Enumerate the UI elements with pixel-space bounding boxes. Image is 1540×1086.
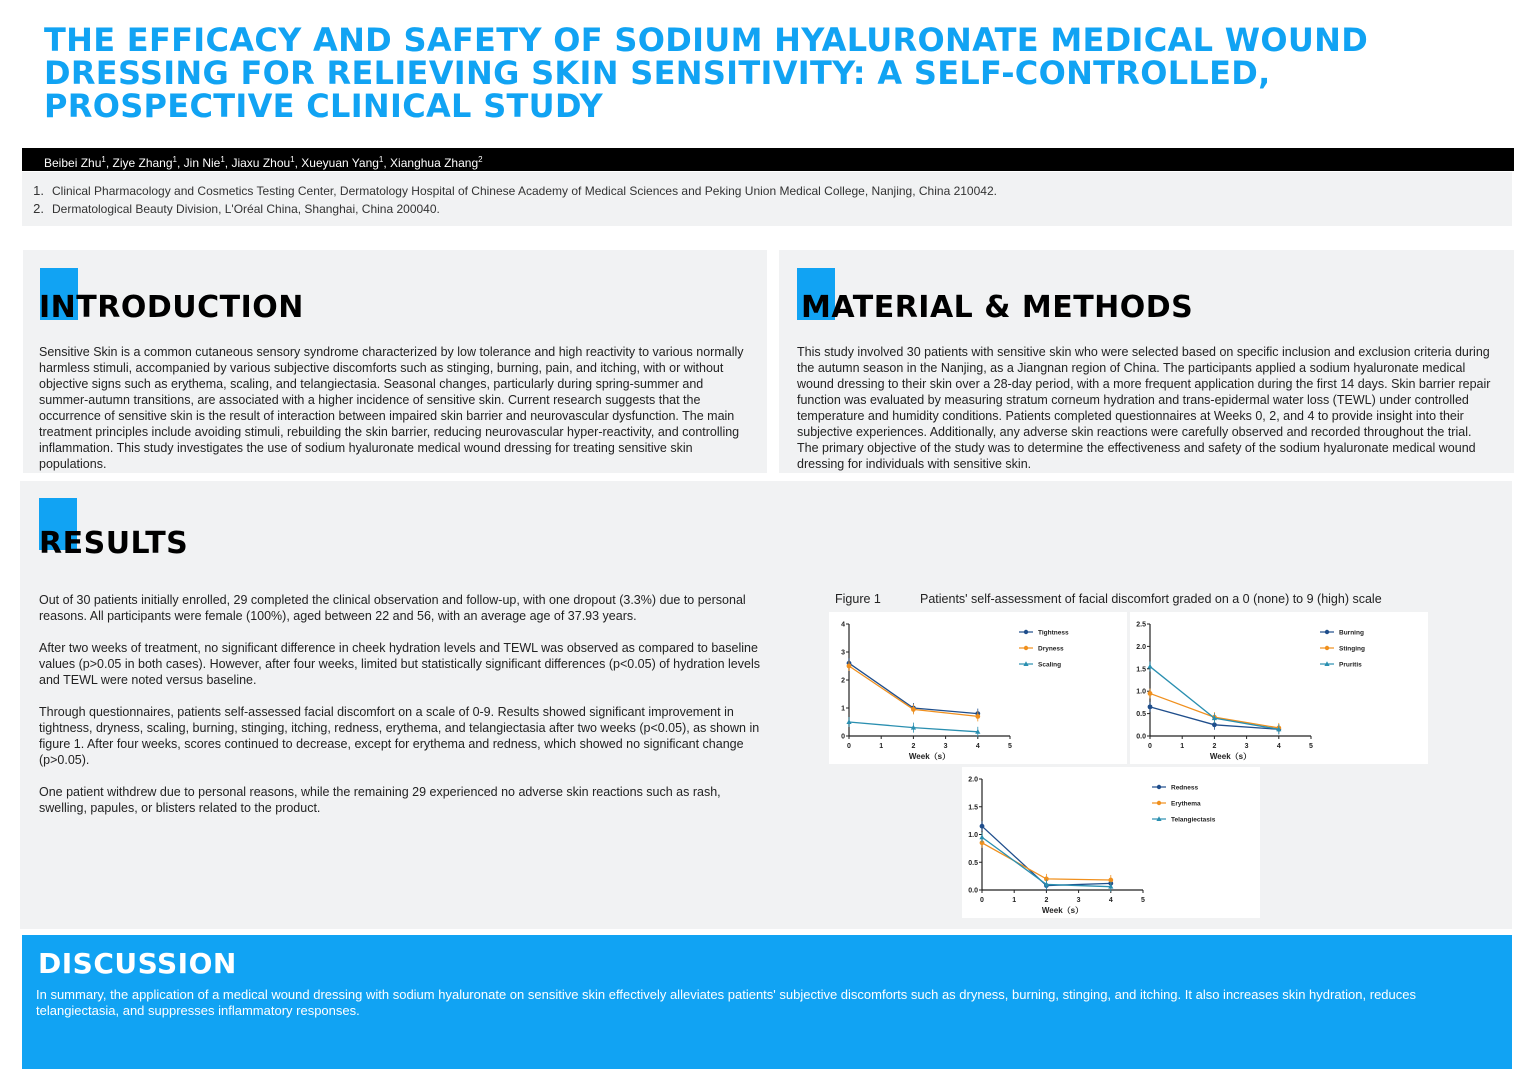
poster-title: THE EFFICACY AND SAFETY OF SODIUM HYALURONATE MEDICAL WOUND DRESSING FOR RELIEVING SKIN SENSITIVITY: A SELF-CONTROLLED, PROSPECTIVE CLINICAL STUDY xyxy=(44,21,1369,125)
methods-text: This study involved 30 patients with sensitive skin who were selected based on specific inclusion and exclusion criteria during the autumn season in the Nanjing, as a Jiangnan region of China. The participants applied a sodium hyaluronate medical wound dressing to their skin over a 28-day period, with a more frequent application during the first 14 days. Skin barrier repair function was evaluated by measuring stratum corneum hydration and trans-epidermal water loss (TEWL) under controlled temperature and humidity conditions. Patients completed questionnaires at Weeks 0, 2, and 4 to provide insight into their subjective experiences. Additionally, any adverse skin reactions were carefully observed and recorded throughout the trial. The primary objective of the study was to determine the effectiveness and safety of the sodium hyaluronate medical wound dressing for individuals with sensitive skin. xyxy=(797,345,1491,471)
data-point xyxy=(975,714,980,719)
y-tick-label: 0.0 xyxy=(1136,733,1146,741)
data-point xyxy=(1147,664,1152,669)
y-tick-label: 2.0 xyxy=(1136,643,1146,651)
legend-label: Scaling xyxy=(1038,661,1062,669)
y-tick-label: 1 xyxy=(841,705,845,713)
legend-label: Telangiectasis xyxy=(1171,816,1216,824)
data-point xyxy=(1148,691,1153,696)
author: Xianghua Zhang$^2$ xyxy=(390,155,483,170)
legend-marker xyxy=(1325,630,1329,634)
affiliation-item: 2. Dermatological Beauty Division, L'Oréal China, Shanghai, China 200040. xyxy=(33,201,440,216)
authors-bar: Beibei Zhu$^1$, Ziye Zhang$^1$, Jin Nie$^1$, Jiaxu Zhou$^1$, Xueyuan Yang$^1$, Xianghua Zhang$^2$ xyxy=(22,148,1514,171)
author: Jiaxu Zhou$^1$ xyxy=(231,155,295,170)
y-tick-label: 1.5 xyxy=(968,804,978,812)
x-tick-label: 0 xyxy=(980,897,984,904)
x-tick-label: 5 xyxy=(1141,897,1145,904)
data-point xyxy=(911,707,916,712)
legend-label: Pruritis xyxy=(1339,661,1362,669)
methods-heading: MATERIAL & METHODS xyxy=(801,290,1194,325)
chart-discomfort-2 xyxy=(1130,612,1428,764)
chart-discomfort-1 xyxy=(829,612,1127,764)
chart-discomfort-3 xyxy=(962,767,1260,918)
results-text xyxy=(39,592,764,832)
legend-marker xyxy=(1024,646,1028,650)
figure-caption xyxy=(835,592,1382,606)
x-axis-label: Week（s） xyxy=(1209,752,1252,761)
legend-label: Dryness xyxy=(1038,645,1064,653)
legend-marker xyxy=(1325,646,1329,650)
x-tick-label: 1 xyxy=(879,743,884,750)
x-tick-label: 0 xyxy=(1148,743,1152,750)
y-tick-label: 0 xyxy=(841,733,845,741)
x-tick-label: 2 xyxy=(911,743,916,750)
data-point xyxy=(1148,704,1153,709)
x-tick-label: 3 xyxy=(1076,897,1081,904)
y-tick-label: 3 xyxy=(841,649,845,657)
introduction-heading: INTRODUCTION xyxy=(39,290,304,325)
data-point xyxy=(1212,722,1217,727)
discussion-heading: DISCUSSION xyxy=(38,947,237,980)
discussion-text: In summary, the application of a medical wound dressing with sodium hyaluronate on sensitive skin effectively alleviates patients' subjective discomforts such as dryness, burning, stinging, and itching. It also increases skin hydration, reduces telangiectasia, and suppresses inflammatory responses. xyxy=(36,987,1416,1018)
x-tick-label: 5 xyxy=(1008,743,1012,750)
y-tick-label: 2.5 xyxy=(1136,621,1146,629)
y-tick-label: 0.5 xyxy=(1136,711,1146,719)
results-paragraph: Out of 30 patients initially enrolled, 29 completed the clinical observation and follow-up, with one dropout (3.3%) due to personal reasons. All participants were female (100%), aged between 22 and 56, with an average age of 37.93 years. xyxy=(39,593,746,623)
legend-label: Stinging xyxy=(1339,645,1365,653)
x-tick-label: 2 xyxy=(1044,897,1049,904)
x-axis-label: Week（s） xyxy=(1041,906,1084,915)
results-paragraph: Through questionnaires, patients self-assessed facial discomfort on a scale of 0-9. Results showed significant improvement in tightness, dryness, scaling, burning, stinging, itching, redness, erythema, and telangiectasia after two weeks (p<0.05), as shown in figure 1. After four weeks, scores continued to decrease, except for erythema and redness, which showed no significant change (p>0.05). xyxy=(39,705,760,767)
y-tick-label: 1.0 xyxy=(968,832,978,839)
data-point xyxy=(847,664,852,669)
introduction-text: Sensitive Skin is a common cutaneous sensory syndrome characterized by low tolerance and high reactivity to various normally harmless stimuli, accompanied by various subjective discomforts such as stinging, burning, pain, and itching, with or without objective signs such as erythema, scaling, and telangiectasia. Seasonal changes, particularly during spring-summer and summer-autumn transitions, are associated with a higher incidence of sensitive skin. Current research suggests that the occurrence of sensitive skin is the result of interaction between impaired skin barrier and neurovascular dysfunction. The main treatment principles include avoiding stimuli, rebuilding the skin barrier, reducing neurovascular hyper-reactivity, and controlling inflammation. This study investigates the use of sodium hyaluronate medical wound dressing for treating sensitive skin populations. xyxy=(39,345,744,471)
x-tick-label: 2 xyxy=(1212,743,1217,750)
affiliations xyxy=(22,172,1512,226)
y-tick-label: 2 xyxy=(841,677,845,685)
y-tick-label: 1.5 xyxy=(1136,666,1146,674)
x-tick-label: 4 xyxy=(975,743,980,750)
author: Beibei Zhu$^1$ xyxy=(44,155,106,170)
x-tick-label: 3 xyxy=(943,743,948,750)
introduction-panel xyxy=(23,250,767,473)
x-tick-label: 1 xyxy=(1012,897,1017,904)
x-tick-label: 3 xyxy=(1244,743,1249,750)
data-point xyxy=(980,824,985,829)
author: Xueyuan Yang$^1$ xyxy=(301,155,384,170)
y-tick-label: 0.0 xyxy=(968,887,978,895)
discussion-panel xyxy=(22,935,1512,1069)
author: Ziye Zhang$^1$ xyxy=(112,155,177,170)
x-axis-label: Week（s） xyxy=(908,752,951,761)
y-tick-label: 1.0 xyxy=(1136,688,1146,696)
data-point xyxy=(979,834,984,839)
affiliation-item: 1. Clinical Pharmacology and Cosmetics Testing Center, Dermatology Hospital of Chinese Academy of Medical Sciences and Peking Union Medical College, Nanjing, China 210042. xyxy=(33,183,997,198)
y-tick-label: 0.5 xyxy=(968,859,978,867)
results-paragraph: After two weeks of treatment, no significant difference in cheek hydration levels and TEWL was observed as compared to baseline values (p>0.05 in both cases). However, after four weeks, limited but statistically significant differences (p<0.05) of hydration levels and TEWL were noted versus baseline. xyxy=(39,641,760,687)
legend-label: Redness xyxy=(1171,784,1199,792)
results-paragraph: One patient withdrew due to personal reasons, while the remaining 29 experienced no adverse skin reactions such as rash, swelling, papules, or blisters related to the product. xyxy=(39,785,721,815)
x-tick-label: 4 xyxy=(1108,897,1113,904)
y-tick-label: 4 xyxy=(841,621,845,629)
x-tick-label: 4 xyxy=(1276,743,1281,750)
x-tick-label: 1 xyxy=(1180,743,1185,750)
legend-label: Erythema xyxy=(1171,800,1201,808)
methods-panel xyxy=(779,250,1514,473)
figure-label: Figure 1 xyxy=(835,592,881,606)
legend-marker xyxy=(1024,630,1028,634)
x-tick-label: 5 xyxy=(1309,743,1313,750)
x-tick-label: 0 xyxy=(847,743,851,750)
legend-marker xyxy=(1157,785,1161,789)
figure-caption-text: Patients' self-assessment of facial discomfort graded on a 0 (none) to 9 (high) scale xyxy=(920,592,1382,606)
legend-label: Burning xyxy=(1339,629,1364,637)
y-tick-label: 2.0 xyxy=(968,776,978,784)
legend-label: Tightness xyxy=(1038,629,1069,637)
results-heading: RESULTS xyxy=(39,526,189,561)
author: Jin Nie$^1$ xyxy=(183,155,225,170)
legend-marker xyxy=(1157,801,1161,805)
